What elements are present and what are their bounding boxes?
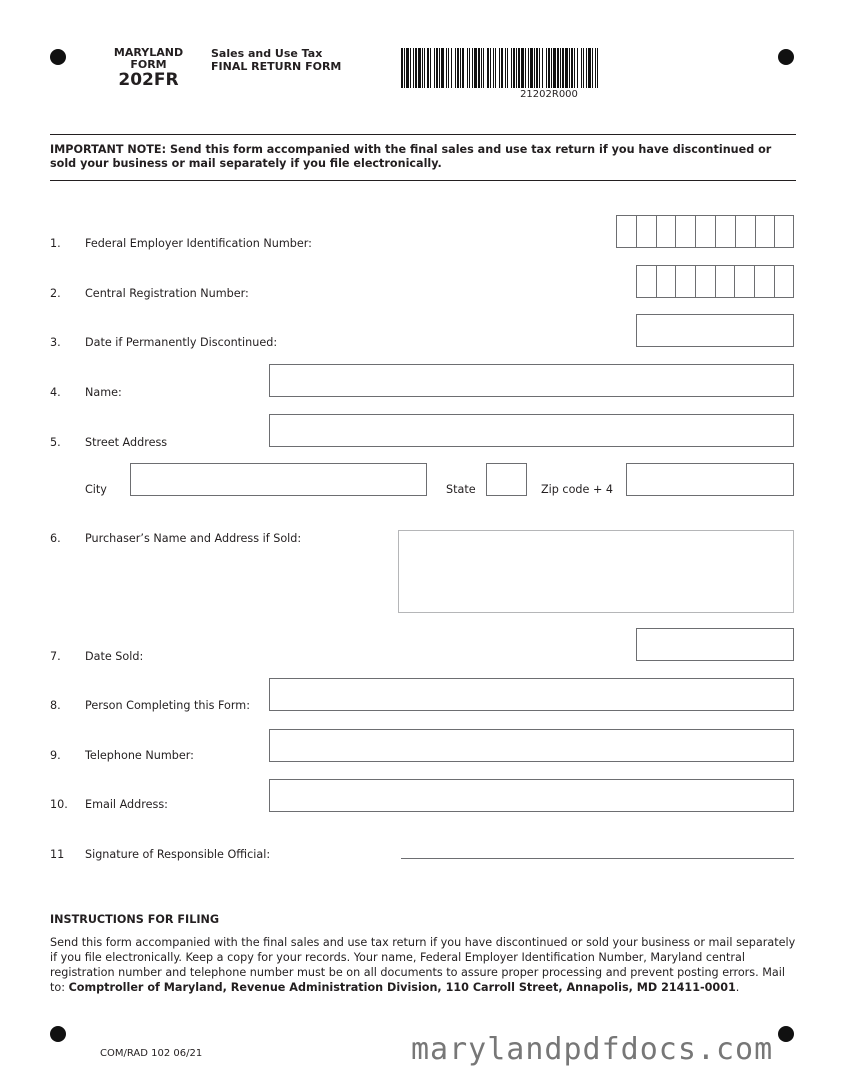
barcode-bar bbox=[588, 48, 591, 88]
barcode-bar bbox=[441, 48, 444, 88]
telephone-label: Telephone Number: bbox=[85, 749, 194, 762]
field-number: 4. bbox=[50, 386, 61, 399]
barcode-bar bbox=[551, 48, 552, 88]
purchaser-input[interactable] bbox=[398, 530, 794, 613]
fein-input[interactable] bbox=[616, 215, 794, 248]
field-number: 11 bbox=[50, 848, 65, 861]
divider-top bbox=[50, 134, 796, 135]
barcode-bar bbox=[548, 48, 550, 88]
important-note: IMPORTANT NOTE: Send this form accompanied with the final sales and use tax return if you have discontinued or sold your business or mail separately if you file electronically. bbox=[50, 143, 772, 170]
barcode-bar bbox=[487, 48, 489, 88]
zip-label: Zip code + 4 bbox=[541, 483, 614, 496]
city-label: City bbox=[85, 483, 107, 496]
person-completing-input[interactable] bbox=[269, 678, 794, 711]
email-input[interactable] bbox=[269, 779, 794, 812]
barcode-bar bbox=[439, 48, 440, 88]
barcode-bar bbox=[434, 48, 435, 88]
barcode-bar bbox=[553, 48, 556, 88]
barcode-bar bbox=[446, 48, 447, 88]
barcode-bar bbox=[546, 48, 547, 88]
barcode-bar bbox=[451, 48, 452, 88]
barcode-bar bbox=[536, 48, 538, 88]
barcode-bar bbox=[574, 48, 575, 88]
field-number: 7. bbox=[50, 650, 61, 663]
form-word: FORM bbox=[130, 58, 167, 71]
barcode-bar bbox=[418, 48, 421, 88]
state-name: MARYLAND bbox=[113, 46, 184, 59]
field-number: 8. bbox=[50, 699, 61, 712]
email-label: Email Address: bbox=[85, 798, 168, 811]
divider-bottom bbox=[50, 180, 796, 181]
barcode-bar bbox=[542, 48, 543, 88]
registration-mark-top-right bbox=[778, 49, 794, 65]
field-number: 5. bbox=[50, 436, 61, 449]
barcode-bar bbox=[436, 48, 438, 88]
central-registration-input[interactable] bbox=[636, 265, 794, 298]
barcode-bar bbox=[511, 48, 512, 88]
field-number: 6. bbox=[50, 532, 61, 545]
field-number: 2. bbox=[50, 287, 61, 300]
barcode-bar bbox=[505, 48, 506, 88]
fein-label: Federal Employer Identification Number: bbox=[85, 237, 312, 250]
barcode-bar bbox=[513, 48, 515, 88]
form-number: 202FR bbox=[118, 70, 179, 90]
instructions-text bbox=[50, 935, 796, 995]
signature-label: Signature of Responsible Official: bbox=[85, 848, 271, 861]
barcode-bar bbox=[581, 48, 582, 88]
barcode-bar bbox=[516, 48, 517, 88]
watermark: marylandpdfdocs.com bbox=[411, 1032, 774, 1067]
registration-mark-top-left bbox=[50, 49, 66, 65]
barcode-bar bbox=[483, 48, 484, 88]
purchaser-label: Purchaser’s Name and Address if Sold: bbox=[85, 532, 302, 545]
mailing-address: Comptroller of Maryland, Revenue Administration Division, 110 Carroll Street, Annapolis, MD 21411-0001 bbox=[68, 981, 736, 994]
barcode-bar bbox=[472, 48, 473, 88]
barcode-bar bbox=[583, 48, 584, 88]
telephone-input[interactable] bbox=[269, 729, 794, 762]
barcode-bar bbox=[462, 48, 464, 88]
barcode-bar bbox=[415, 48, 417, 88]
barcode-bar bbox=[539, 48, 540, 88]
barcode-bar bbox=[501, 48, 503, 88]
barcode-bar bbox=[562, 48, 564, 88]
barcode-bar bbox=[534, 48, 535, 88]
form-title bbox=[211, 47, 341, 73]
barcode bbox=[401, 48, 697, 88]
barcode-bar bbox=[525, 48, 526, 88]
barcode-bar bbox=[518, 48, 520, 88]
city-input[interactable] bbox=[130, 463, 427, 496]
barcode-bar bbox=[577, 48, 578, 88]
barcode-bar bbox=[499, 48, 500, 88]
barcode-bar bbox=[493, 48, 494, 88]
registration-mark-bottom-left bbox=[50, 1026, 66, 1042]
barcode-bar bbox=[467, 48, 468, 88]
date-discontinued-input[interactable] bbox=[636, 314, 794, 347]
barcode-bar bbox=[597, 48, 598, 88]
barcode-bar bbox=[495, 48, 496, 88]
barcode-bar bbox=[406, 48, 409, 88]
form-title-line-2: FINAL RETURN FORM bbox=[211, 60, 342, 73]
instructions-body: Send this form accompanied with the final sales and use tax return if you have discontinued or sold your business or mail separately if you file electronically. Keep a copy for your records. Your name, Federal Employer Identification Number, Maryland central registration number and telephone number must be on all documents to assure proper processing and prevent posting errors. Mail to: bbox=[50, 936, 796, 994]
field-number: 10. bbox=[50, 798, 68, 811]
zip-input[interactable] bbox=[626, 463, 794, 496]
barcode-bar bbox=[427, 48, 429, 88]
barcode-bar bbox=[557, 48, 559, 88]
barcode-bar bbox=[521, 48, 524, 88]
barcode-bar bbox=[448, 48, 449, 88]
barcode-bar bbox=[478, 48, 480, 88]
field-number: 9. bbox=[50, 749, 61, 762]
signature-line[interactable] bbox=[401, 858, 794, 859]
barcode-number: 21202R000 bbox=[520, 89, 578, 100]
date-sold-label: Date Sold: bbox=[85, 650, 144, 663]
barcode-bar bbox=[592, 48, 593, 88]
date-sold-input[interactable] bbox=[636, 628, 794, 661]
barcode-bar bbox=[586, 48, 587, 88]
street-address-label: Street Address bbox=[85, 436, 168, 449]
barcode-bar bbox=[530, 48, 533, 88]
state-input[interactable] bbox=[486, 463, 527, 496]
barcode-bar bbox=[457, 48, 459, 88]
field-number: 1. bbox=[50, 237, 61, 250]
form-code: COM/RAD 102 06/21 bbox=[100, 1048, 203, 1059]
barcode-bar bbox=[404, 48, 405, 88]
barcode-bar bbox=[460, 48, 461, 88]
street-address-input[interactable] bbox=[269, 414, 794, 447]
state-label: State bbox=[446, 483, 476, 496]
field-number: 3. bbox=[50, 336, 61, 349]
barcode-bar bbox=[595, 48, 596, 88]
barcode-bar bbox=[569, 48, 570, 88]
barcode-bar bbox=[565, 48, 568, 88]
instructions-heading: INSTRUCTIONS FOR FILING bbox=[50, 913, 220, 926]
barcode-bar bbox=[490, 48, 491, 88]
registration-mark-bottom-right bbox=[778, 1026, 794, 1042]
form-title-line-1: Sales and Use Tax bbox=[211, 47, 323, 60]
barcode-bar bbox=[455, 48, 456, 88]
barcode-bar bbox=[474, 48, 477, 88]
central-registration-label: Central Registration Number: bbox=[85, 287, 249, 300]
barcode-bar bbox=[424, 48, 425, 88]
name-input[interactable] bbox=[269, 364, 794, 397]
barcode-bar bbox=[481, 48, 482, 88]
barcode-bar bbox=[401, 48, 403, 88]
barcode-bar bbox=[422, 48, 423, 88]
instructions-end: . bbox=[735, 981, 740, 994]
form-identifier bbox=[112, 47, 185, 89]
barcode-bar bbox=[410, 48, 411, 88]
barcode-bar bbox=[560, 48, 561, 88]
name-label: Name: bbox=[85, 386, 122, 399]
barcode-bar bbox=[507, 48, 508, 88]
barcode-bar bbox=[413, 48, 414, 88]
person-completing-label: Person Completing this Form: bbox=[85, 699, 250, 712]
date-discontinued-label: Date if Permanently Discontinued: bbox=[85, 336, 278, 349]
barcode-bar bbox=[469, 48, 470, 88]
barcode-bar bbox=[571, 48, 573, 88]
barcode-bar bbox=[430, 48, 431, 88]
barcode-bar bbox=[528, 48, 529, 88]
